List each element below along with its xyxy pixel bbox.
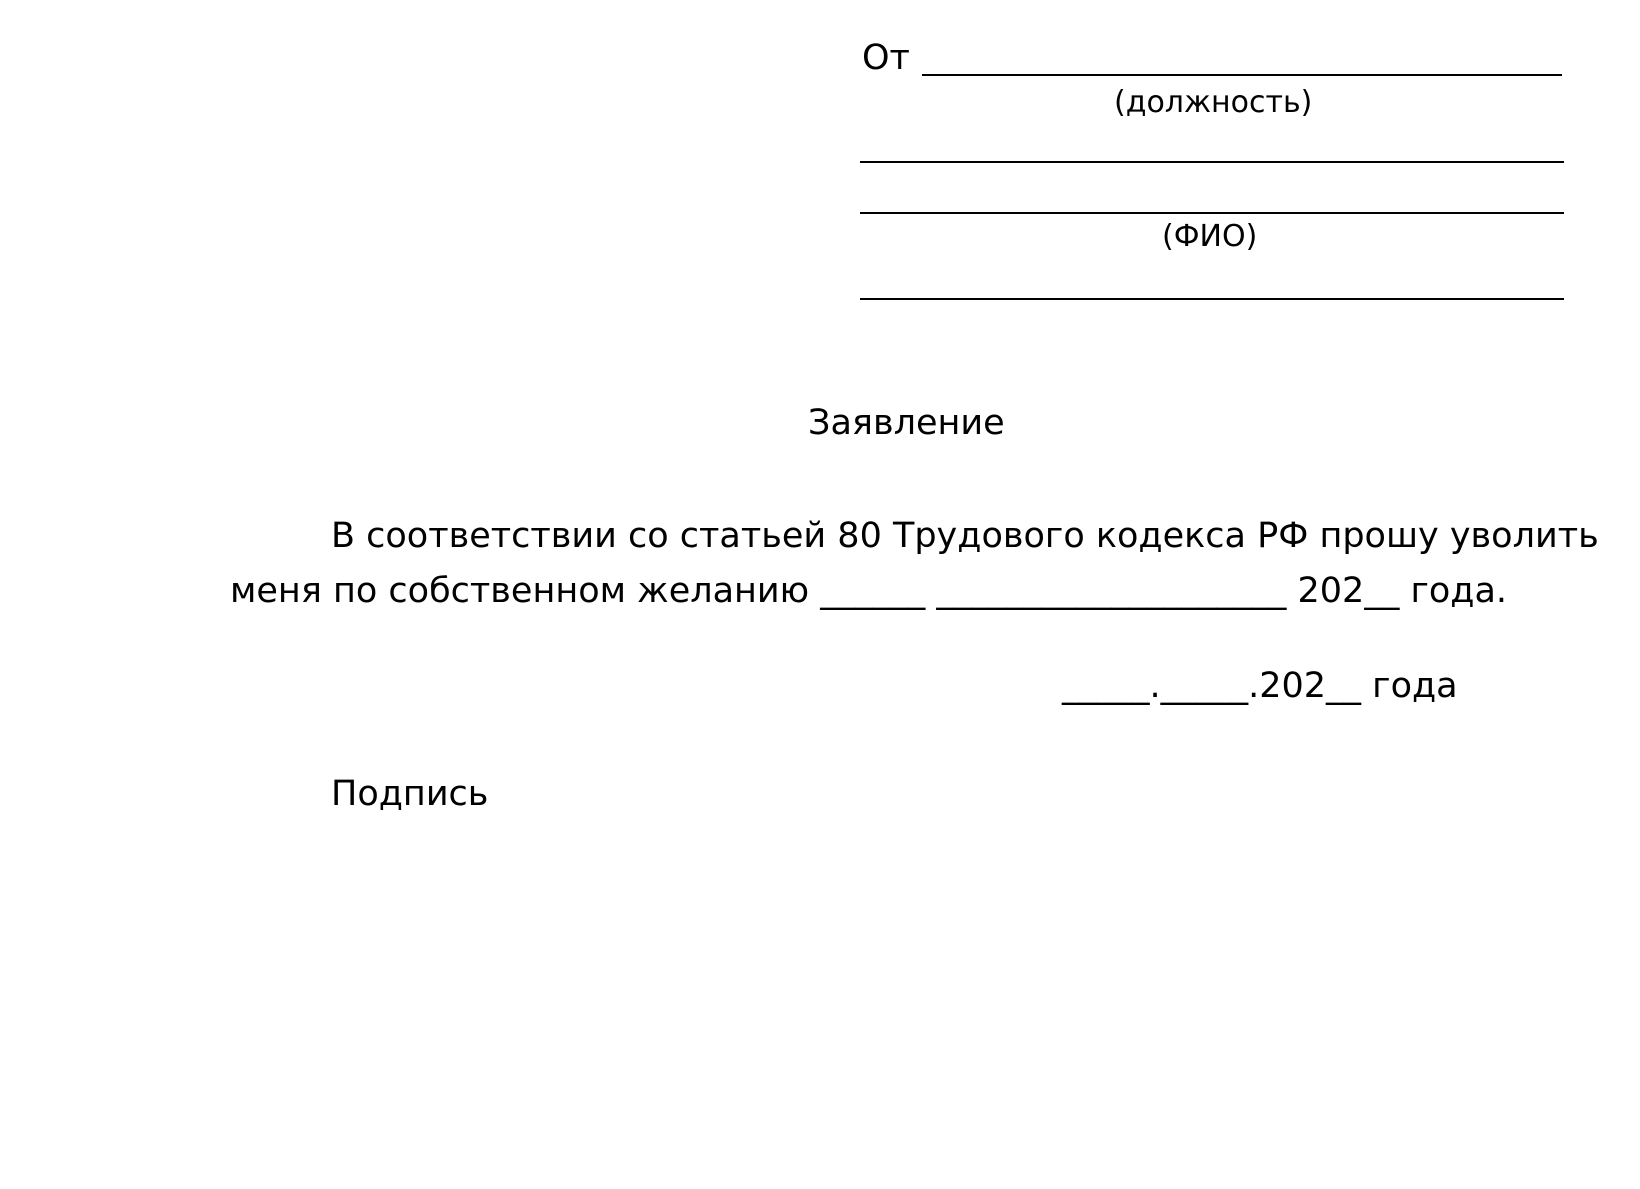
name-line-1 bbox=[860, 161, 1564, 163]
date-line: _____._____.202__ года bbox=[1062, 666, 1458, 706]
position-line bbox=[922, 74, 1562, 76]
name-line-2 bbox=[860, 212, 1564, 214]
body-line-1: В соответствии со статьей 80 Трудового кодекса РФ прошу уволить bbox=[331, 516, 1599, 556]
fio-caption: (ФИО) bbox=[1162, 219, 1258, 254]
position-caption: (должность) bbox=[1114, 85, 1313, 120]
signature-label: Подпись bbox=[331, 774, 489, 814]
document-title: Заявление bbox=[808, 403, 1005, 443]
body-line-2: меня по собственном желанию ______ ____________________ 202__ года. bbox=[230, 571, 1508, 611]
from-label: От bbox=[862, 38, 910, 78]
body-paragraph bbox=[230, 509, 1599, 619]
extra-line bbox=[860, 298, 1564, 300]
